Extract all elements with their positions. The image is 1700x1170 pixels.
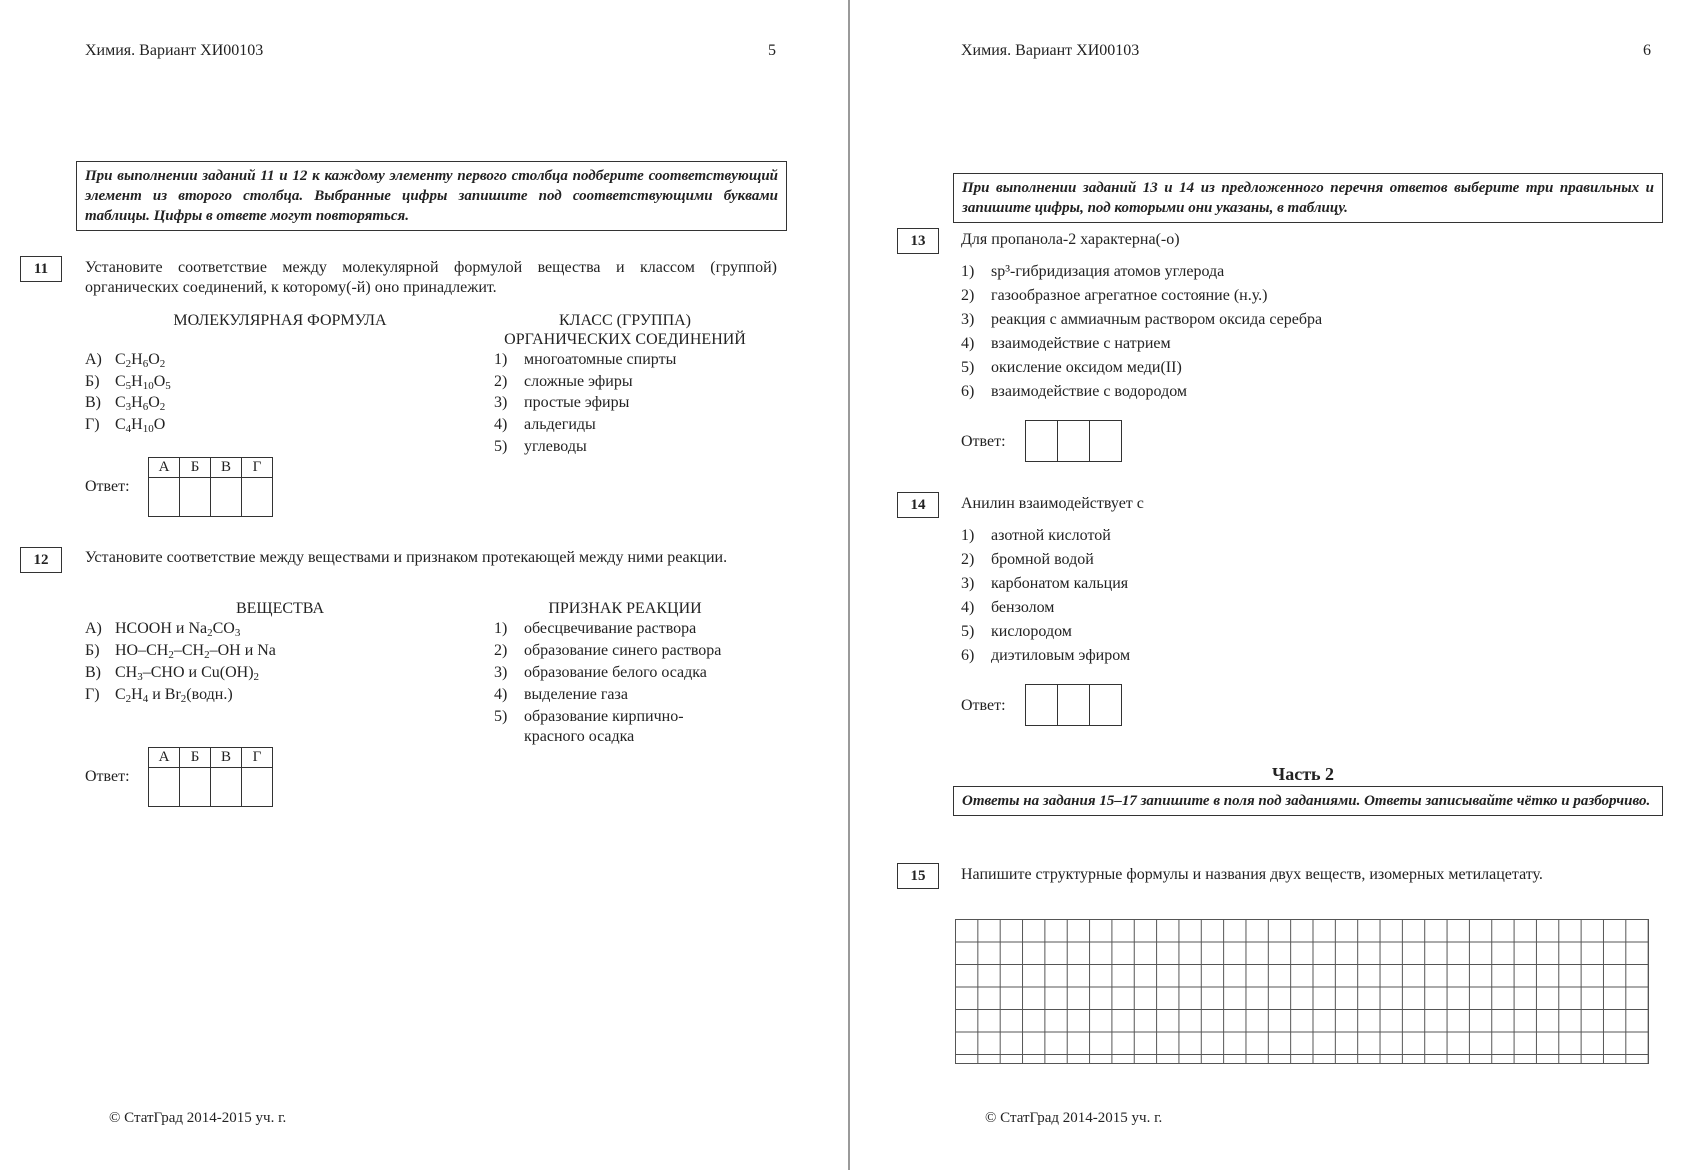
page-divider xyxy=(848,0,850,1170)
question-11-number: 11 xyxy=(20,256,62,282)
answer-cell[interactable] xyxy=(1026,685,1058,726)
right-page-number: 6 xyxy=(1643,42,1651,59)
q14-option: 3) карбонатом кальция xyxy=(961,575,1129,592)
q12-right-item: 1) обесцвечивание раствора xyxy=(494,620,697,637)
q12-right-item-continuation: красного осадка xyxy=(524,728,635,745)
q12-left-heading: ВЕЩЕСТВА xyxy=(235,600,325,617)
q12-right-item: 2) образование синего раствора xyxy=(494,642,722,659)
q12-right-item: 4) выделение газа xyxy=(494,686,628,703)
q11-left-item: Г) $C_4H_{10}O$ xyxy=(85,416,166,435)
q11-left-item: В) $C_3H_6O_2$ xyxy=(85,394,166,413)
q11-right-item: 1) многоатомные спирты xyxy=(494,351,677,368)
answer-column-letter: Б xyxy=(180,458,211,478)
q12-left-item: Б) $HO-CH_2-CH_2-OH$ и Na xyxy=(85,642,276,661)
left-page-number: 5 xyxy=(768,42,776,59)
answer-cell[interactable] xyxy=(211,768,242,807)
q12-answer-table[interactable] xyxy=(148,747,273,807)
answer-column-letter: Г xyxy=(242,458,273,478)
part2-instruction-box: Ответы на задания 15–17 запишите в поля под заданиями. Ответы записывайте чётко и разборчиво. xyxy=(953,786,1663,816)
q12-right-item: 5) образование кирпично- xyxy=(494,708,684,725)
question-14-text: Анилин взаимодействует с xyxy=(961,495,1144,512)
q11-left-heading: МОЛЕКУЛЯРНАЯ ФОРМУЛА xyxy=(173,312,387,329)
answer-cell[interactable] xyxy=(1058,685,1090,726)
question-12-text: Установите соответствие между веществами и признаком протекающей между ними реакции. xyxy=(85,549,728,566)
answer-cell[interactable] xyxy=(242,768,273,807)
q14-answer-boxes[interactable] xyxy=(1025,684,1122,726)
q13-option: 5) окисление оксидом меди(II) xyxy=(961,359,1182,376)
q14-option: 1) азотной кислотой xyxy=(961,527,1111,544)
q14-option: 5) кислородом xyxy=(961,623,1072,640)
q11-left-item: А) $C_2H_6O_2$ xyxy=(85,351,166,370)
q12-left-item: А) HCOOH и $Na_2CO_3$ xyxy=(85,620,241,639)
left-footer: © СтатГрад 2014-2015 уч. г. xyxy=(109,1110,287,1126)
q14-option: 4) бензолом xyxy=(961,599,1055,616)
q11-answer-label: Ответ: xyxy=(85,478,130,495)
right-instruction-box: При выполнении заданий 13 и 14 из предложенного перечня ответов выберите три правильных и запишите цифры, под которыми они указаны, в таблицу. xyxy=(953,173,1663,223)
q11-right-heading-2: ОРГАНИЧЕСКИХ СОЕДИНЕНИЙ xyxy=(504,331,746,348)
q14-option: 2) бромной водой xyxy=(961,551,1094,568)
answer-column-letter: А xyxy=(149,458,180,478)
answer-cell[interactable] xyxy=(1090,421,1122,462)
answer-column-letter: Г xyxy=(242,748,273,768)
answer-cell[interactable] xyxy=(1090,685,1122,726)
question-13-text: Для пропанола-2 характерна(-о) xyxy=(961,231,1180,248)
question-14-number: 14 xyxy=(897,492,939,518)
q13-option: 6) взаимодействие с водородом xyxy=(961,383,1188,400)
q13-answer-label: Ответ: xyxy=(961,433,1006,450)
q12-right-item: 3) образование белого осадка xyxy=(494,664,707,681)
q11-left-item: Б) $C_5H_{10}O_5$ xyxy=(85,373,171,392)
question-15-text: Напишите структурные формулы и названия двух веществ, изомерных метилацетату. xyxy=(961,866,1543,883)
right-header-title: Химия. Вариант ХИ00103 xyxy=(961,42,1140,59)
answer-column-letter: Б xyxy=(180,748,211,768)
answer-cell[interactable] xyxy=(211,478,242,517)
question-15-number: 15 xyxy=(897,863,939,889)
answer-cell[interactable] xyxy=(180,478,211,517)
q13-option: 1) sp³-гибридизация атомов углерода xyxy=(961,263,1225,280)
answer-column-letter: В xyxy=(211,458,242,478)
right-footer: © СтатГрад 2014-2015 уч. г. xyxy=(985,1110,1163,1126)
q14-option: 6) диэтиловым эфиром xyxy=(961,647,1131,664)
q12-left-item: В) $CH_3$–CHO и $Cu(OH)_2$ xyxy=(85,664,260,683)
answer-cell[interactable] xyxy=(180,768,211,807)
q11-right-heading-1: КЛАСС (ГРУППА) xyxy=(558,312,692,329)
q12-right-heading: ПРИЗНАК РЕАКЦИИ xyxy=(548,600,702,617)
answer-cell[interactable] xyxy=(149,478,180,517)
question-13-number: 13 xyxy=(897,228,939,254)
q13-answer-boxes[interactable] xyxy=(1025,420,1122,462)
answer-cell[interactable] xyxy=(1058,421,1090,462)
q11-right-item: 2) сложные эфиры xyxy=(494,373,633,390)
left-header-title: Химия. Вариант ХИ00103 xyxy=(85,42,264,59)
answer-column-letter: А xyxy=(149,748,180,768)
answer-cell[interactable] xyxy=(242,478,273,517)
answer-cell[interactable] xyxy=(1026,421,1058,462)
left-instruction-box: При выполнении заданий 11 и 12 к каждому элементу первого столбца подберите соответствующий элемент из второго столбца. Выбранные цифры запишите под соответствующими буквами таблицы. Цифры в ответе могут повторяться. xyxy=(76,161,787,231)
q13-option: 2) газообразное агрегатное состояние (н.у.) xyxy=(961,287,1268,304)
answer-column-letter: В xyxy=(211,748,242,768)
q12-left-item: Г) $C_2H_4$ и $Br_2(водн.)$ xyxy=(85,686,233,705)
answer-grid[interactable] xyxy=(955,919,1649,1064)
q11-right-item: 3) простые эфиры xyxy=(494,394,630,411)
q11-right-item: 4) альдегиды xyxy=(494,416,596,433)
q11-right-item: 5) углеводы xyxy=(494,438,587,455)
part2-title: Часть 2 xyxy=(1272,764,1335,784)
q12-answer-label: Ответ: xyxy=(85,768,130,785)
q13-option: 3) реакция с аммиачным раствором оксида серебра xyxy=(961,311,1323,328)
question-12-number: 12 xyxy=(20,547,62,573)
q13-option: 4) взаимодействие с натрием xyxy=(961,335,1171,352)
q11-answer-table[interactable] xyxy=(148,457,273,517)
q14-answer-label: Ответ: xyxy=(961,697,1006,714)
question-11-text: Установите соответствие между молекулярной формулой вещества и классом (группой) органических соединений, к которому(-й) оно принадлежит. xyxy=(85,259,777,296)
answer-cell[interactable] xyxy=(149,768,180,807)
